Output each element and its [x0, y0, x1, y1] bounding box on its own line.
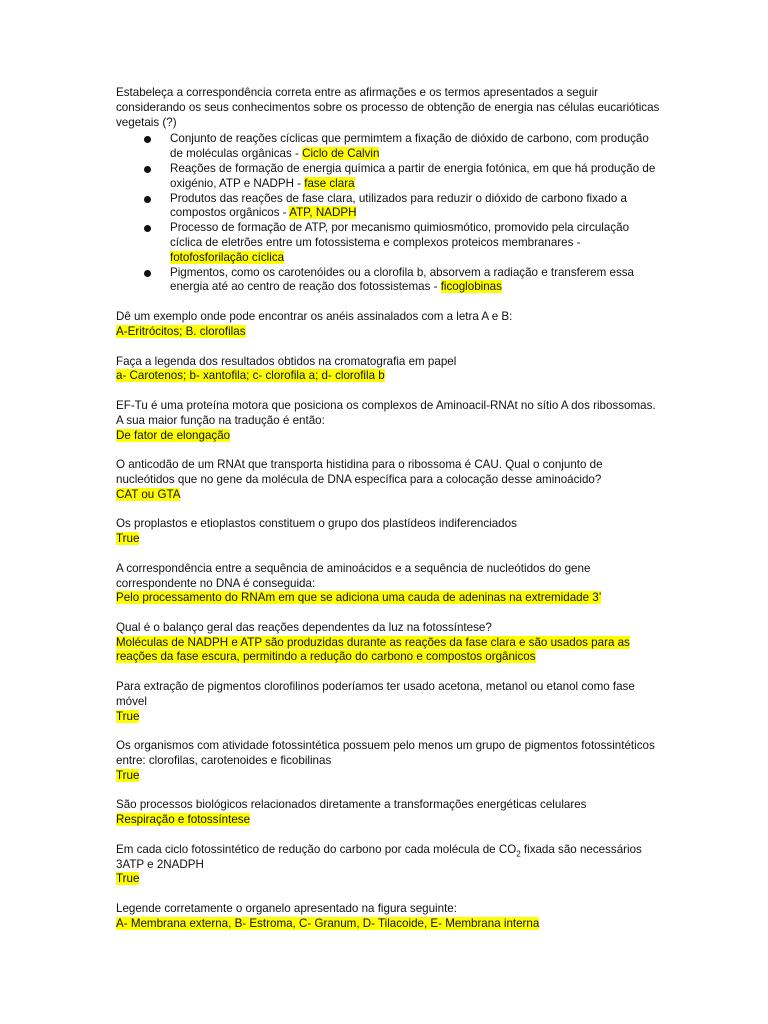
question-text-part: fixada são necessários 3ATP e 2NADPH: [116, 842, 642, 871]
subscript: 2: [516, 849, 521, 859]
question-block: [116, 902, 661, 932]
question-block: [116, 399, 661, 443]
highlighted-answer: ATP, NADPH: [289, 206, 357, 220]
highlighted-answer: CAT ou GTA: [116, 487, 181, 501]
question-block: [116, 843, 661, 887]
highlighted-answer: Pelo processamento do RNAm em que se adiciona uma cauda de adeninas na extremidade 3’: [116, 591, 602, 605]
highlighted-answer: True: [116, 709, 140, 723]
question-text: A correspondência entre a sequência de aminoácidos e a sequência de nucleótidos do gene correspondente no DNA é conseguida:: [116, 561, 591, 590]
highlighted-answer: True: [116, 768, 140, 782]
question-block: [116, 562, 661, 606]
question-block: [116, 458, 661, 502]
question-block: [116, 517, 661, 547]
question-block: [116, 621, 661, 665]
question-text: Os organismos com atividade fotossintética possuem pelo menos um grupo de pigmentos fotossintéticos entre: clorofilas, carotenoides e ficobilinas: [116, 739, 655, 768]
question-text: São processos biológicos relacionados diretamente a transformações energéticas celulares: [116, 798, 587, 812]
bullet-icon: [144, 270, 151, 277]
question-text: Dê um exemplo onde pode encontrar os anéis assinalados com a letra A e B:: [116, 310, 513, 324]
highlighted-answer: Ciclo de Calvin: [302, 147, 380, 161]
question-block: [116, 310, 661, 340]
highlighted-answer: Moléculas de NADPH e ATP são produzidas durante as reações da fase clara e são usados para as reações da fase escura, permitindo a redução do carbono e compostos orgânicos: [116, 635, 630, 664]
list-item: [116, 162, 661, 192]
question-block: [116, 680, 661, 724]
highlighted-answer: a- Carotenos; b- xantofila; c- clorofila a; d- clorofila b: [116, 369, 385, 383]
highlighted-answer: fotofosforilação cíclica: [170, 250, 285, 264]
statement-text: Conjunto de reações cíclicas que permimtem a fixação de dióxido de carbono, com produção de moléculas orgânicas -: [170, 132, 649, 161]
question-text: Para extração de pigmentos clorofilinos poderíamos ter usado acetona, metanol ou etanol como fase móvel: [116, 680, 635, 708]
list-item: [116, 221, 661, 265]
highlighted-answer: True: [116, 872, 140, 886]
highlighted-answer: True: [116, 532, 140, 546]
question-text: O anticodão de um RNAt que transporta histidina para o ribossoma é CAU. Qual o conjunto de nucleótidos que no gene da molécula de DNA específica para a colocação desse aminoácido?: [116, 458, 603, 486]
highlighted-answer: ficoglobinas: [440, 280, 502, 294]
question-text: Legende corretamente o organelo apresentado na figura seguinte:: [116, 902, 457, 916]
list-item: [116, 266, 661, 296]
statement-text: Produtos das reações de fase clara, utilizados para reduzir o dióxido de carbono fixado a compostos orgânicos -: [170, 191, 627, 220]
bullet-icon: [144, 225, 151, 232]
highlighted-answer: De fator de elongação: [116, 428, 231, 442]
statement-text: Pigmentos, como os carotenóides ou a clorofila b, absorvem a radiação e transferem essa energia até ao centro de reação dos fotossistemas -: [170, 265, 634, 294]
list-item: [116, 192, 661, 222]
question-block: [116, 739, 661, 783]
question-text-part: Em cada ciclo fotossintético de redução do carbono por cada molécula de CO: [116, 842, 517, 856]
statement-text: Reações de formação de energia química a partir de energia fotónica, em que há produção de oxigénio, ATP e NADPH -: [170, 161, 656, 190]
question-text: [116, 843, 661, 873]
highlighted-answer: A-Eritrócitos; B. clorofilas: [116, 324, 246, 338]
document-page: [116, 86, 661, 932]
list-item: [116, 132, 661, 162]
question-text: Os proplastos e etioplastos constituem o grupo dos plastídeos indiferenciados: [116, 517, 517, 531]
question-text: Qual é o balanço geral das reações dependentes da luz na fotossíntese?: [116, 620, 492, 634]
highlighted-answer: A- Membrana externa, B- Estroma, C- Granum, D- Tilacoide, E- Membrana interna: [116, 916, 540, 930]
question-text: Faça a legenda dos resultados obtidos na cromatografia em papel: [116, 354, 457, 368]
bullet-icon: [144, 196, 151, 203]
bullet-icon: [144, 166, 151, 173]
bullet-icon: [144, 136, 151, 143]
statement-list: [116, 132, 661, 295]
question-block: [116, 798, 661, 828]
highlighted-answer: fase clara: [304, 176, 355, 190]
statement-text: Processo de formação de ATP, por mecanismo quimiosmótico, promovido pela circulação cíclica de eletrões entre um fotossistema e complexos proteicos membranares -: [170, 221, 630, 249]
question-text: EF-Tu é uma proteína motora que posiciona os complexos de Aminoacil-RNAt no sítio A dos ribossomas. A sua maior função na tradução é então:: [116, 398, 656, 427]
highlighted-answer: Respiração e fotossíntese: [116, 813, 251, 827]
question-block: [116, 355, 661, 385]
intro-paragraph: Estabeleça a correspondência correta entre as afirmações e os termos apresentados a seguir considerando os seus conhecimentos sobre os processo de obtenção de energia nas células eucarióticas vegetais (?): [116, 86, 660, 129]
